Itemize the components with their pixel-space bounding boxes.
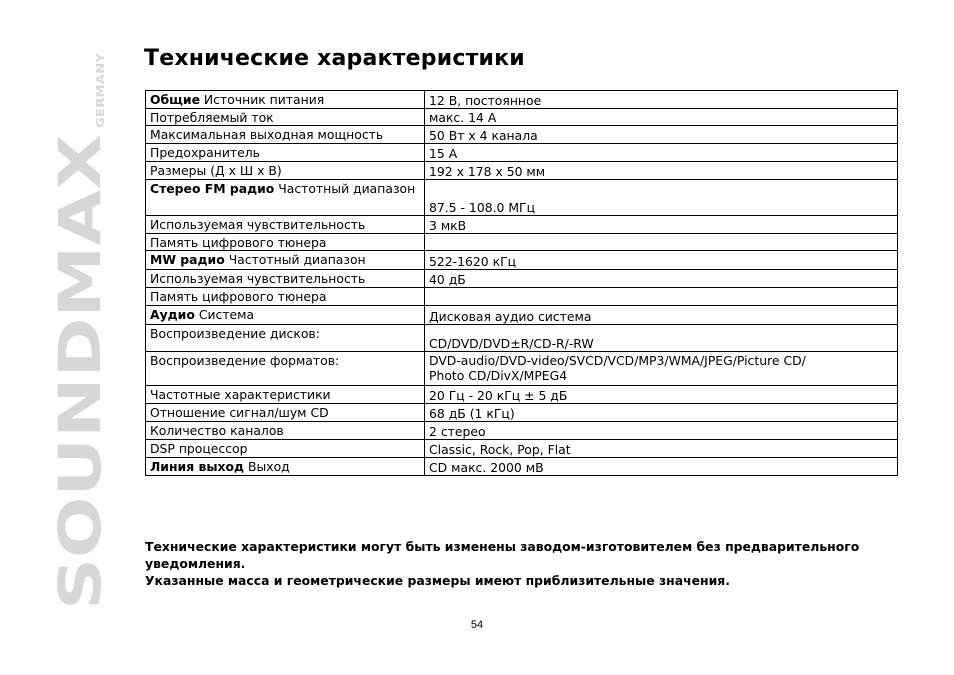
spec-label: Память цифрового тюнера [150,235,327,250]
spec-label: Предохранитель [150,145,260,160]
spec-value: 522-1620 кГц [425,251,898,270]
spec-row [146,422,898,440]
spec-label-cell [146,325,425,352]
spec-row [146,306,898,325]
spec-category: MW радио [150,252,225,267]
spec-value: CD макс. 2000 мВ [425,458,898,476]
spec-value: 20 Гц - 20 кГц ± 5 дБ [425,386,898,404]
spec-row [146,234,898,251]
spec-label-cell [146,306,425,325]
spec-row [146,440,898,458]
spec-row [146,216,898,234]
soundmax-logo [46,44,114,614]
brand-name: SOUNDMAX [46,227,114,610]
spec-label: Воспроизведение форматов: [150,353,340,368]
spec-row [146,144,898,162]
spec-value [425,288,898,306]
spec-row [146,270,898,288]
spec-label: Используемая чувствительность [150,271,366,286]
spec-label: Частотный диапазон [274,181,416,196]
spec-value: 3 мкВ [425,216,898,234]
spec-value [425,234,898,251]
spec-label: Потребляемый ток [150,110,274,125]
spec-label-cell [146,422,425,440]
page-title: Технические характеристики [144,46,525,71]
spec-category: Стерео FM радио [150,181,275,196]
spec-row [146,251,898,270]
spec-label: Память цифрового тюнера [150,289,327,304]
spec-row [146,126,898,144]
spec-label-cell [146,404,425,422]
spec-label: Отношение сигнал/шум CD [150,405,329,420]
spec-value: 68 дБ (1 кГц) [425,404,898,422]
spec-label-cell [146,180,425,216]
spec-label-cell [146,144,425,162]
specifications-body [146,91,898,476]
spec-value: CD/DVD/DVD±R/CD-R/-RW [425,325,898,352]
spec-row [146,180,898,216]
spec-label: Количество каналов [150,423,284,438]
spec-value: 2 стерео [425,422,898,440]
spec-value: 192 х 178 х 50 мм [425,162,898,180]
spec-value: 15 А [425,144,898,162]
spec-row [146,458,898,476]
spec-value: макс. 14 А [425,109,898,126]
spec-label: Частотные характеристики [150,387,331,402]
spec-row [146,109,898,126]
spec-value: 40 дБ [425,270,898,288]
spec-category: Аудио [150,307,195,322]
spec-row [146,91,898,109]
spec-label: DSP процессор [150,441,248,456]
spec-label: Источник питания [199,92,325,107]
spec-label: Максимальная выходная мощность [150,127,384,142]
spec-label: Выход [244,459,290,474]
spec-label: Используемая чувствительность [150,217,366,232]
spec-label-cell [146,251,425,270]
spec-label-cell [146,162,425,180]
spec-label-cell [146,288,425,306]
spec-row [146,162,898,180]
spec-label-cell [146,270,425,288]
spec-category: Общие [150,92,200,107]
spec-value: Дисковая аудио система [425,306,898,325]
disclaimer-note [145,538,865,589]
disclaimer-line-2: Указанные масса и геометрические размеры имеют приблизительные значения. [145,573,730,588]
page-number: 54 [470,619,484,631]
spec-value: 12 В, постоянное [425,91,898,109]
spec-label: Воспроизведение дисков: [150,326,320,341]
spec-row [146,352,898,386]
spec-row [146,386,898,404]
spec-label-cell [146,386,425,404]
spec-label-cell [146,458,425,476]
spec-value: 50 Вт х 4 канала [425,126,898,144]
spec-category: Линия выход [150,459,245,474]
spec-label-cell [146,216,425,234]
spec-row [146,325,898,352]
spec-label-cell [146,109,425,126]
spec-row [146,288,898,306]
spec-value: 87.5 - 108.0 МГц [425,180,898,216]
specifications-table [145,90,898,476]
disclaimer-line-1: Технические характеристики могут быть изменены заводом-изготовителем без предварительного уведомления. [145,539,860,571]
spec-row [146,404,898,422]
spec-label-cell [146,352,425,386]
spec-label-cell [146,234,425,251]
spec-label-cell [146,126,425,144]
spec-label: Частотный диапазон [224,252,366,267]
spec-label-cell [146,91,425,109]
spec-label: Система [194,307,255,322]
spec-label: Размеры (Д х Ш х В) [150,163,282,178]
spec-label-cell [146,440,425,458]
spec-value: Classic, Rock, Pop, Flat [425,440,898,458]
brand-subtitle: GERMANY [94,66,107,128]
spec-value: DVD-audio/DVD-video/SVCD/VCD/MP3/WMA/JPEG/Picture CD/ Photo CD/DivX/MPEG4 [425,352,898,386]
